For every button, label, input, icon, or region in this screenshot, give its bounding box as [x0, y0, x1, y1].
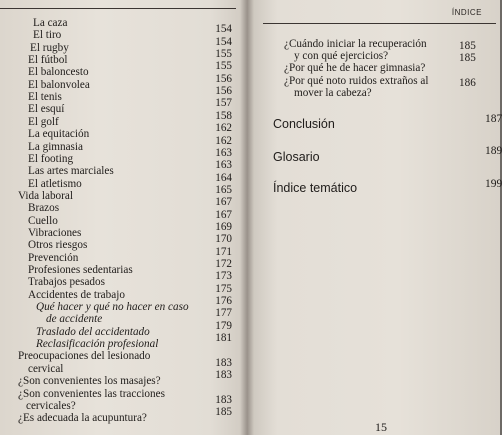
toc-entry-label: ¿Son convenientes las tracciones	[18, 387, 165, 400]
toc-entry-label: Vida laboral	[18, 189, 73, 202]
toc-entry-label: Cuello	[28, 214, 58, 227]
page-number: 15	[375, 420, 387, 434]
toc-entry-label: mover la cabeza?	[294, 86, 372, 99]
toc-entry-page: 171	[215, 245, 232, 258]
book-gutter	[240, 0, 254, 435]
toc-entry-label: Qué hacer y qué no hacer en caso	[36, 301, 189, 314]
toc-entry-page: 164	[215, 171, 232, 184]
toc-entry-label: de accidente	[46, 313, 103, 326]
toc-entry-page: 162	[215, 134, 232, 147]
toc-entry-label: Accidentes de trabajo	[28, 288, 125, 301]
toc-entry-page: 167	[215, 196, 232, 209]
toc-section-page: 189	[485, 145, 502, 157]
toc-entry-label: Reclasificación profesional	[36, 338, 159, 351]
toc-entry-page: 170	[215, 233, 232, 246]
toc-entry-page: 185	[215, 406, 232, 419]
toc-entry-label: El atletismo	[28, 177, 82, 190]
toc-entry-label: Otros riesgos	[28, 239, 88, 252]
toc-entry-page: 162	[215, 122, 232, 135]
toc-entry-page: 172	[215, 258, 232, 270]
toc-entry-page: 157	[215, 97, 232, 110]
toc-entry-page: 186	[459, 76, 476, 89]
toc-entry-page: 163	[215, 146, 232, 159]
toc-entry-label: ¿Son convenientes los masajes?	[18, 375, 161, 388]
toc-entry-label: cervicales?	[26, 399, 76, 412]
toc-entry-page: 183	[215, 393, 232, 406]
toc-entry-page: 155	[215, 60, 232, 73]
toc-section-conclusion	[273, 113, 502, 131]
toc-section-page: 199	[485, 178, 502, 190]
toc-list-left	[0, 0, 247, 435]
toc-entry-label: El tenis	[28, 91, 62, 104]
running-head: ÍNDICE	[451, 8, 482, 17]
left-page	[0, 0, 247, 435]
toc-entry-label: Profesiones sedentarias	[28, 264, 133, 276]
toc-entry-label: El footing	[28, 152, 74, 165]
toc-entry-page: 167	[215, 208, 232, 221]
toc-entry-label: El fútbol	[28, 54, 68, 67]
toc-entry-page: 165	[215, 183, 232, 196]
toc-entry-page: 156	[215, 72, 232, 85]
toc-entry-label: y con qué ejercicios?	[294, 50, 389, 63]
toc-entry-page: 156	[215, 85, 232, 98]
toc-entry-label: La equitación	[28, 128, 90, 141]
toc-entry-label: El balonvolea	[28, 78, 90, 91]
toc-entry-label: El tiro	[33, 29, 62, 42]
toc-entry-label: La caza	[33, 17, 68, 29]
toc-entry-label: La gimnasia	[28, 140, 83, 153]
toc-entry-page: 176	[215, 295, 232, 308]
toc-section-page: 187	[485, 113, 502, 125]
right-page	[247, 0, 500, 435]
toc-entry-label: El rugby	[30, 41, 69, 54]
toc-entry-page: 155	[215, 48, 232, 61]
toc-entry-label: ¿Por qué noto ruidos extraños al	[284, 74, 429, 87]
toc-entry-label: cervical	[28, 362, 64, 375]
toc-entry-label: Vibraciones	[28, 226, 82, 239]
toc-entry-page: 177	[215, 307, 232, 320]
toc-entry-label: ¿Es adecuada la acupuntura?	[18, 412, 147, 425]
toc-entry-page: 158	[215, 109, 232, 122]
toc-section-glosario	[273, 145, 502, 164]
toc-entry-label: Prevención	[28, 251, 79, 264]
toc-entry-page: 185	[459, 40, 476, 52]
toc-entry-page: 183	[215, 369, 232, 382]
toc-entry-label: El esquí	[28, 103, 65, 116]
toc-section-indice-tematico	[273, 178, 502, 195]
toc-section-label: Conclusión	[273, 117, 335, 131]
toc-entry-label: Trabajos pesados	[28, 276, 105, 289]
toc-entry-label: Traslado del accidentado	[36, 325, 150, 338]
toc-entry-label: Preocupaciones del lesionado	[18, 350, 151, 363]
toc-entry-label: El baloncesto	[28, 66, 89, 79]
toc-entry-label: ¿Por qué he de hacer gimnasia?	[284, 62, 426, 75]
toc-entry-page: 154	[215, 23, 232, 36]
toc-entry-page: 169	[215, 220, 232, 233]
toc-list-right	[247, 0, 500, 435]
toc-entry-label: Las artes marciales	[28, 165, 114, 178]
toc-entry-page: 163	[215, 159, 232, 172]
toc-section-label: Índice temático	[273, 181, 358, 195]
toc-entry-label: El golf	[28, 115, 59, 128]
toc-entry-page: 185	[459, 52, 476, 65]
toc-entry-page: 173	[215, 270, 232, 283]
toc-entry-page: 175	[215, 282, 232, 295]
toc-entry-page: 154	[215, 35, 232, 48]
toc-entry-label: ¿Cuándo iniciar la recuperación	[284, 38, 427, 50]
toc-entry-page: 179	[215, 319, 232, 332]
toc-section-label: Glosario	[273, 150, 320, 164]
toc-entry-page: 183	[215, 356, 232, 369]
toc-entry-page: 181	[215, 332, 232, 345]
toc-entry-label: Brazos	[28, 202, 60, 215]
